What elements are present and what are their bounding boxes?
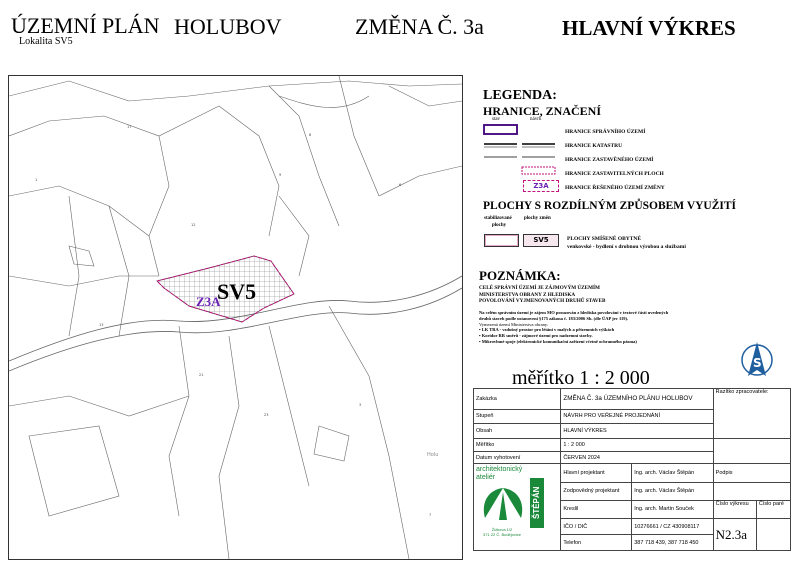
tb-hlavni-label: Hlavní projektant [561, 464, 632, 482]
tb-zodp-label: Zodpovědný projektant [561, 482, 632, 500]
legend-item-3: HRANICE ZASTAVĚNÉHO ÚZEMÍ [565, 157, 654, 163]
svg-text:1: 1 [35, 178, 38, 182]
tb-cislo-vykresu-label: Číslo výkresu [713, 500, 756, 518]
col-navrh: návrh [530, 117, 542, 122]
svg-text:S: S [753, 356, 762, 370]
town-name: HOLUBOV [174, 14, 282, 39]
svg-text:21: 21 [199, 373, 204, 377]
cadastral-map[interactable] [8, 75, 463, 560]
tb-stupen-label: Stupeň [474, 409, 561, 424]
area-type-desc: venkovské - bydlení s drobnou výrobou a službami [567, 244, 686, 250]
svg-text:12: 12 [191, 223, 196, 227]
svg-text:17: 17 [127, 125, 132, 129]
svg-text:9: 9 [279, 173, 282, 177]
col-change: plochy změn [524, 216, 551, 221]
note-lines [479, 285, 605, 305]
plan-title: ÚZEMNÍ PLÁN [11, 13, 160, 38]
company-address-2: 371 22 Č. Budějovice [482, 532, 522, 538]
svg-text:23: 23 [264, 413, 269, 417]
locality-subtitle: Lokalita SV5 [19, 36, 73, 47]
tb-meritko: 1 : 2 000 [561, 439, 713, 452]
tb-cislo-vykresu: N2.3a [713, 519, 756, 551]
note-bullet: Mikrovlnné spoje (elektronické komunikační zařízení včetně ochranného pásma) [481, 338, 637, 344]
svg-text:7: 7 [429, 513, 432, 517]
change-number: ZMĚNA Č. 3a [355, 14, 484, 39]
tb-datum-label: Datum vyhotovení [474, 451, 561, 464]
tb-kreslil: Ing. arch. Martin Souček [632, 500, 713, 518]
tb-razitko: Razítko zpracovatele: [713, 389, 790, 439]
company-name-2: ateliér [476, 473, 496, 481]
note-title: POZNÁMKA: [479, 268, 561, 283]
tb-stupen: NÁVRH PRO VEŘEJNÉ PROJEDNÁNÍ [561, 409, 713, 424]
note-line: MINISTERSTVA OBRANY Z HLEDISKA [479, 291, 576, 298]
tb-company-logo [474, 464, 561, 551]
scale-label: měřítko 1 : 2 000 [512, 367, 650, 389]
tb-ico: 10276661 / CZ 430908117 [632, 519, 713, 535]
tb-ico-label: IČO / DIČ [561, 519, 632, 535]
tb-podpis: Podpis [713, 464, 790, 482]
tb-datum: ČERVEN 2024 [561, 451, 713, 464]
note-para-line: Na celém správním území je zájem MO posuzován z hlediska povolování v textové části uvedených [479, 310, 669, 315]
area-label-z3a: Z3A [196, 294, 221, 309]
company-name-1: architektonický [476, 466, 523, 474]
note-line: CELÉ SPRÁVNÍ ÚZEMÍ JE ZÁJMOVÝM ÚZEMÍM [479, 285, 600, 291]
legend-item-2: HRANICE KATASTRU [565, 143, 623, 149]
tb-telefon: 387 718 439, 387 718 450 [632, 535, 713, 551]
note-para-line: druhů staveb podle ustanovení §175 zákona č. 183/2006 Sb. (dle ÚAP jev 119). [479, 315, 629, 321]
col-stav: stav [492, 117, 501, 122]
area-badge: SV5 [523, 234, 559, 247]
tb-obsah: HLAVNÍ VÝKRES [561, 424, 713, 439]
svg-text:13: 13 [99, 323, 104, 327]
legend-title: LEGENDA: [483, 88, 557, 103]
boundaries-heading: HRANICE, ZNAČENÍ [483, 104, 602, 118]
area-label-sv5: SV5 [217, 279, 257, 304]
stable-area-swatch [484, 234, 519, 247]
note-bullet: LK TRA - vzdušný prostor pro létání v malých a přízemních výškách [481, 327, 615, 333]
legend-item-5: HRANICE ŘEŠENÉHO ÚZEMÍ ZMĚNY [565, 185, 665, 191]
col-stabilized: stabilizované [484, 216, 512, 221]
note-paragraph: Na celém správním území je zájem MO posuzován z hlediska povolování v textové části uvedených druhů staveb podle ustanovení §175 zákona č. 183/2006 Sb. (dle ÚAP jev 119). Vymezená území Ministerstva obrany: • LK TRA - vzdušný prostor pro létání v malých a přízemních výškách • Koridor RR směrů - zájmové území pro nadzemní stavby. • Mikrovlnné spoje (elektronické komunikační zařízení včetně ochranného pásma) [479, 310, 669, 344]
drawing-title: HLAVNÍ VÝKRES [562, 16, 736, 40]
tb-zakazka-label: Zakázka [474, 389, 561, 410]
tb-hlavni: Ing. arch. Václav Štěpán [632, 464, 713, 482]
tb-cislo-pare-label: Číslo paré [756, 500, 790, 518]
tb-zodp: Ing. arch. Václav Štěpán [632, 482, 713, 500]
note-line: POVOLOVÁNÍ VYJMENOVANÝCH DRUHŮ STAVEB [479, 298, 606, 304]
legend-item-1: HRANICE SPRÁVNÍHO ÚZEMÍ [565, 129, 646, 135]
col-stabilized-2: plochy [492, 223, 507, 228]
title-block [473, 388, 791, 551]
tb-kreslil-label: Kreslil [561, 500, 632, 518]
tb-obsah-label: Obsah [474, 424, 561, 439]
svg-text:8: 8 [309, 133, 312, 137]
map-side-label: Holu [427, 452, 439, 458]
tb-meritko-label: Měřítko [474, 439, 561, 452]
note-bullet: Koridor RR směrů - zájmové území pro nadzemní stavby. [481, 333, 593, 339]
svg-text:3: 3 [359, 403, 362, 407]
tb-telefon-label: Telefon [561, 535, 632, 551]
map-drawing [9, 76, 462, 559]
area-type-title: PLOCHY SMÍŠENÉ OBYTNÉ [567, 236, 642, 242]
legend-item-4: HRANICE ZASTAVITELNÝCH PLOCH [565, 171, 664, 177]
north-arrow-icon [734, 340, 780, 380]
company-name-3: ŠTĚPÁN [530, 478, 544, 528]
company-address-1: Žižkova 1/2 [491, 527, 513, 533]
note-para-line: Vymezená území Ministerstva obrany: [479, 321, 549, 327]
tb-zakazka: ZMĚNA Č. 3a ÚZEMNÍHO PLÁNU HOLUBOV [561, 389, 713, 410]
company-logo-icon [477, 484, 529, 524]
change-badge: Z3A [523, 180, 559, 192]
areas-heading: PLOCHY S ROZDÍLNÝM ZPŮSOBEM VYUŽITÍ [483, 200, 737, 212]
svg-text:6: 6 [399, 183, 402, 187]
